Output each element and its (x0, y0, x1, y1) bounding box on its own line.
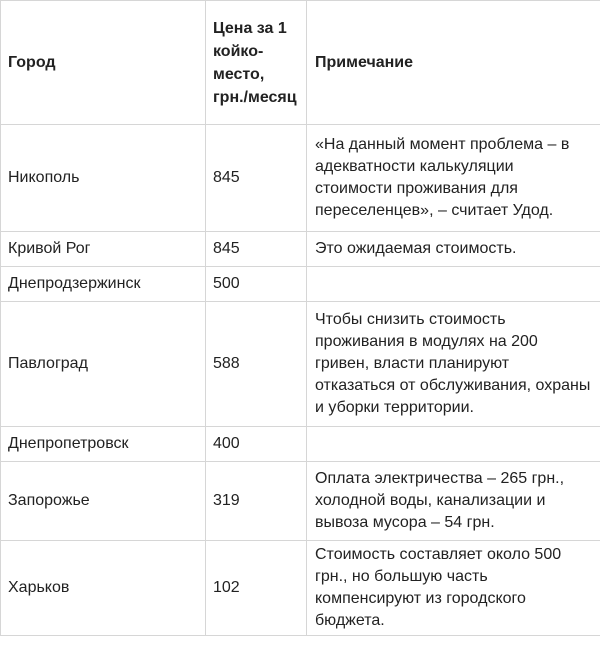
table-row (1, 427, 600, 462)
cell-note: Стоимость составляет около 500 грн., но большую часть компенсируют из городского бюджета. (307, 541, 600, 636)
cell-price: 845 (206, 232, 307, 267)
table-row (1, 267, 600, 302)
header-row (1, 1, 600, 125)
table-row (1, 125, 600, 232)
cell-city: Кривой Рог (1, 232, 206, 267)
cell-note: Это ожидаемая стоимость. (307, 232, 600, 267)
table-row (1, 462, 600, 541)
table-row (1, 232, 600, 267)
header-note: Примечание (307, 1, 600, 125)
cell-note: «На данный момент проблема – в адекватности калькуляции стоимости проживания для переселенцев», – считает Удод. (307, 125, 600, 232)
cell-note: Чтобы снизить стоимость проживания в модулях на 200 гривен, власти планируют отказаться от обслуживания, охраны и уборки территории. (307, 302, 600, 427)
cell-price: 102 (206, 541, 307, 636)
cell-note (307, 267, 600, 302)
cell-city: Никополь (1, 125, 206, 232)
cell-price: 500 (206, 267, 307, 302)
cell-price: 400 (206, 427, 307, 462)
cell-city: Харьков (1, 541, 206, 636)
cell-price: 588 (206, 302, 307, 427)
header-price: Цена за 1 койко-место, грн./месяц (206, 1, 307, 125)
cell-price: 319 (206, 462, 307, 541)
cell-city: Днепродзержинск (1, 267, 206, 302)
cell-city: Днепропетровск (1, 427, 206, 462)
cell-note (307, 427, 600, 462)
cell-city: Павлоград (1, 302, 206, 427)
cell-note: Оплата электричества – 265 грн., холодной воды, канализации и вывоза мусора – 54 грн. (307, 462, 600, 541)
table-row (1, 541, 600, 636)
table-row (1, 302, 600, 427)
header-city: Город (1, 1, 206, 125)
cell-price: 845 (206, 125, 307, 232)
cell-city: Запорожье (1, 462, 206, 541)
